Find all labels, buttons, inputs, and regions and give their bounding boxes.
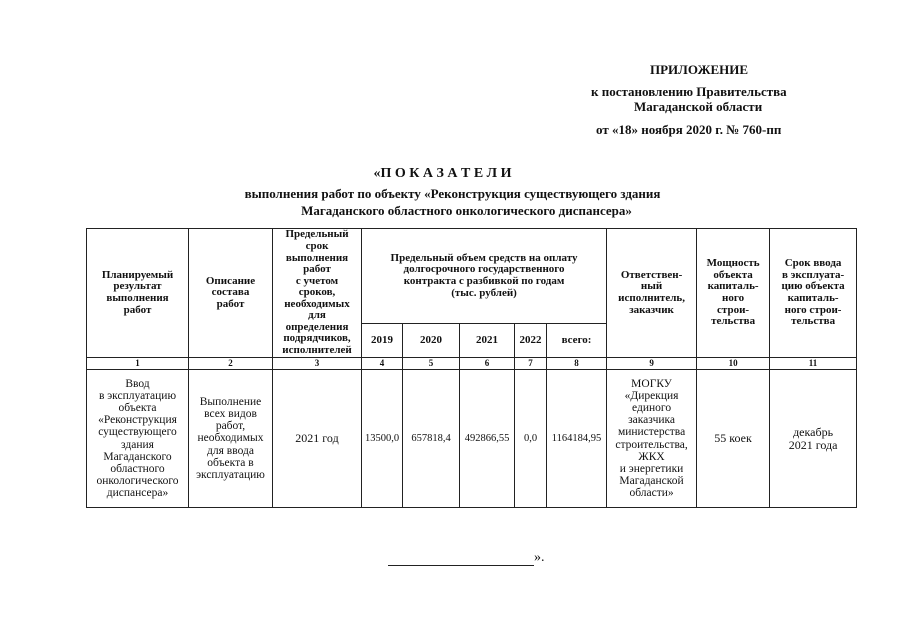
document-subtitle-2: Магаданского областного онкологического диспансера» bbox=[301, 203, 632, 218]
document-subtitle-1: выполнения работ по объекту «Реконструкция существующего здания bbox=[244, 186, 661, 201]
cell-capacity: 55 коек bbox=[697, 370, 770, 508]
col-number: 9 bbox=[607, 358, 697, 370]
cell-total: 1164184,95 bbox=[547, 370, 607, 508]
col-number: 5 bbox=[403, 358, 460, 370]
appendix-title: ПРИЛОЖЕНИЕ bbox=[650, 62, 749, 77]
header-total: всего: bbox=[547, 324, 607, 358]
header-responsible: Ответствен- ный исполнитель, заказчик bbox=[607, 229, 697, 358]
header-work-description: Описание состава работ bbox=[189, 229, 273, 358]
col-number: 11 bbox=[770, 358, 857, 370]
resolution-date: от «18» ноября 2020 г. № 760-пп bbox=[596, 122, 782, 137]
cell-2021: 492866,55 bbox=[460, 370, 515, 508]
cell-2019: 13500,0 bbox=[362, 370, 403, 508]
cell-2020: 657818,4 bbox=[403, 370, 460, 508]
col-number: 7 bbox=[515, 358, 547, 370]
signature-line bbox=[388, 550, 545, 566]
header-planned-result: Планируемый результат выполнения работ bbox=[87, 229, 189, 358]
col-number: 2 bbox=[189, 358, 273, 370]
document-title: «П О К А З А Т Е Л И bbox=[373, 166, 512, 181]
cell-work-description: Выполнение всех видов работ, необходимых для ввода объекта в эксплуатацию bbox=[189, 370, 273, 508]
region-name: Магаданской области bbox=[634, 99, 763, 114]
col-number: 3 bbox=[273, 358, 362, 370]
col-number: 6 bbox=[460, 358, 515, 370]
blank-line bbox=[388, 551, 534, 566]
col-number: 8 bbox=[547, 358, 607, 370]
cell-commissioning: декабрь 2021 года bbox=[770, 370, 857, 508]
header-deadline: Предельный срок выполнения работ с учетом сроков, необходимых для определения подрядчиков, исполнителей bbox=[273, 229, 362, 358]
cell-responsible: МОГКУ «Дирекция единого заказчика министерства строительства, ЖКХ и энергетики Магаданской области» bbox=[607, 370, 697, 508]
cell-planned-result: Ввод в эксплуатацию объекта «Реконструкция существующего здания Магаданского областного онкологического диспансера» bbox=[87, 370, 189, 508]
header-year-2022: 2022 bbox=[515, 324, 547, 358]
header-year-2019: 2019 bbox=[362, 324, 403, 358]
col-number: 4 bbox=[362, 358, 403, 370]
cell-2022: 0,0 bbox=[515, 370, 547, 508]
header-commissioning: Срок ввода в эксплуата- цию объекта капиталь- ного строи- тельства bbox=[770, 229, 857, 358]
header-capacity: Мощность объекта капиталь- ного строи- тельства bbox=[697, 229, 770, 358]
indicators-table bbox=[86, 228, 857, 508]
cell-deadline: 2021 год bbox=[273, 370, 362, 508]
header-funding: Предельный объем средств на оплату долгосрочного государственного контракта с разбивкой по годам (тыс. рублей) bbox=[362, 229, 607, 324]
header-year-2021: 2021 bbox=[460, 324, 515, 358]
col-number: 1 bbox=[87, 358, 189, 370]
end-mark: ». bbox=[534, 550, 545, 565]
resolution-ref: к постановлению Правительства bbox=[591, 84, 787, 99]
col-number: 10 bbox=[697, 358, 770, 370]
header-year-2020: 2020 bbox=[403, 324, 460, 358]
table-row bbox=[87, 370, 857, 508]
